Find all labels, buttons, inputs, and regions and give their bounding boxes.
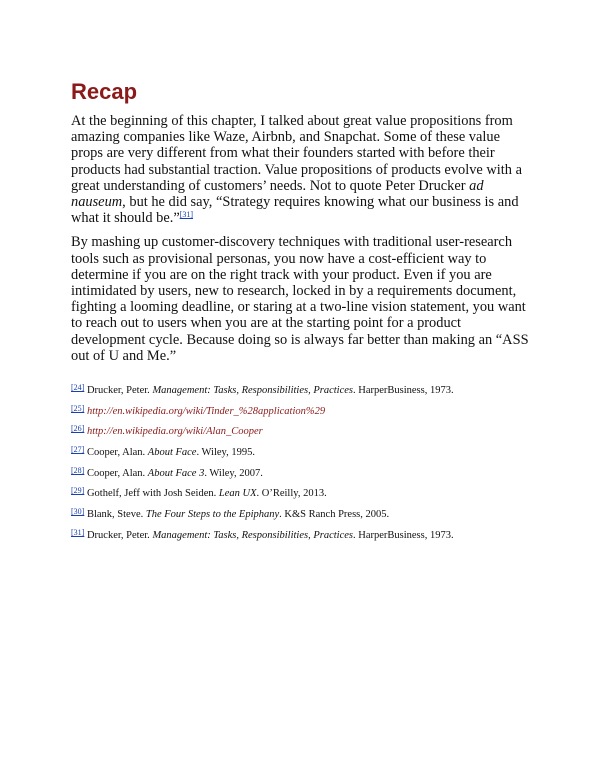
footnote-26 [71, 425, 531, 438]
footnote-title: Management: Tasks, Responsibilities, Practices [152, 529, 353, 541]
footnote-number-link[interactable]: [24] [71, 383, 85, 393]
footnotes-list [71, 384, 531, 542]
footnote-ref-link[interactable]: [31] [179, 210, 194, 220]
footnote-text: . HarperBusiness, 1973. [352, 529, 454, 541]
page-content [71, 78, 531, 550]
footnote-31 [71, 529, 531, 542]
footnote-external-link[interactable]: http://en.wikipedia.org/wiki/Tinder_%28application%29 [86, 405, 326, 417]
paragraph-1-text: At the beginning of this chapter, I talked about great value propositions from amazing companies like Waze, Airbnb, and Snapchat. Some of these value props are very different from what their founders started with before their products had substantial traction. Value propositions of products evolve with a great understanding of customers’ needs. Not to quote Peter Drucker [71, 113, 522, 194]
footnote-title: About Face 3 [147, 467, 205, 479]
footnote-text: Gothelf, Jeff with Josh Seiden. [86, 488, 219, 500]
footnote-29 [71, 487, 531, 500]
footnote-text: Blank, Steve. [86, 509, 146, 521]
footnote-30 [71, 508, 531, 521]
footnote-title: About Face [147, 447, 197, 459]
footnote-text: Cooper, Alan. [86, 447, 148, 459]
footnote-text: . K&S Ranch Press, 2005. [279, 509, 390, 521]
footnote-number-link[interactable]: [27] [71, 445, 85, 455]
paragraph-1-emphasis: ad nauseum [71, 177, 484, 211]
paragraph-1-text-2: , but he did say, “Strategy requires knowing what our business is and what it should be.” [71, 194, 519, 227]
footnote-title: Management: Tasks, Responsibilities, Practices [152, 385, 353, 397]
footnote-25 [71, 405, 531, 418]
footnote-number-link[interactable]: [25] [71, 403, 85, 413]
footnote-24 [71, 384, 531, 397]
footnote-title: The Four Steps to the Epiphany [145, 509, 280, 521]
footnote-number-link[interactable]: [30] [71, 507, 85, 517]
footnote-text: Drucker, Peter. [86, 529, 153, 541]
footnote-title: Lean UX [218, 488, 257, 500]
footnote-text: Drucker, Peter. [86, 385, 153, 397]
footnote-number-link[interactable]: [28] [71, 465, 85, 475]
footnote-text: . HarperBusiness, 1973. [352, 385, 454, 397]
section-heading: Recap [71, 79, 138, 104]
footnote-text: Cooper, Alan. [86, 467, 148, 479]
footnote-number-link[interactable]: [26] [71, 424, 85, 434]
footnote-number-link[interactable]: [29] [71, 486, 85, 496]
footnote-27 [71, 446, 531, 459]
paragraph-2: By mashing up customer-discovery techniques with traditional user-research tools such as provisional personas, you now have a cost-efficient way to determine if you are on the right track with your product. Even if you are intimidated by users, new to research, locked in by a requirements document, fighting a looming deadline, or staring at a two-line vision statement, you want to reach out to users when you are at the starting point for a product development cycle. Because doing so is always far better than making an “ASS out of U and Me.” [71, 234, 529, 364]
footnote-text: . Wiley, 2007. [204, 467, 263, 479]
footnote-number-link[interactable]: [31] [71, 527, 85, 537]
footnote-text: . O’Reilly, 2013. [256, 488, 327, 500]
paragraph-1 [71, 113, 531, 226]
footnote-external-link[interactable]: http://en.wikipedia.org/wiki/Alan_Cooper [86, 426, 263, 438]
footnote-28 [71, 467, 531, 480]
footnote-text: . Wiley, 1995. [196, 447, 255, 459]
